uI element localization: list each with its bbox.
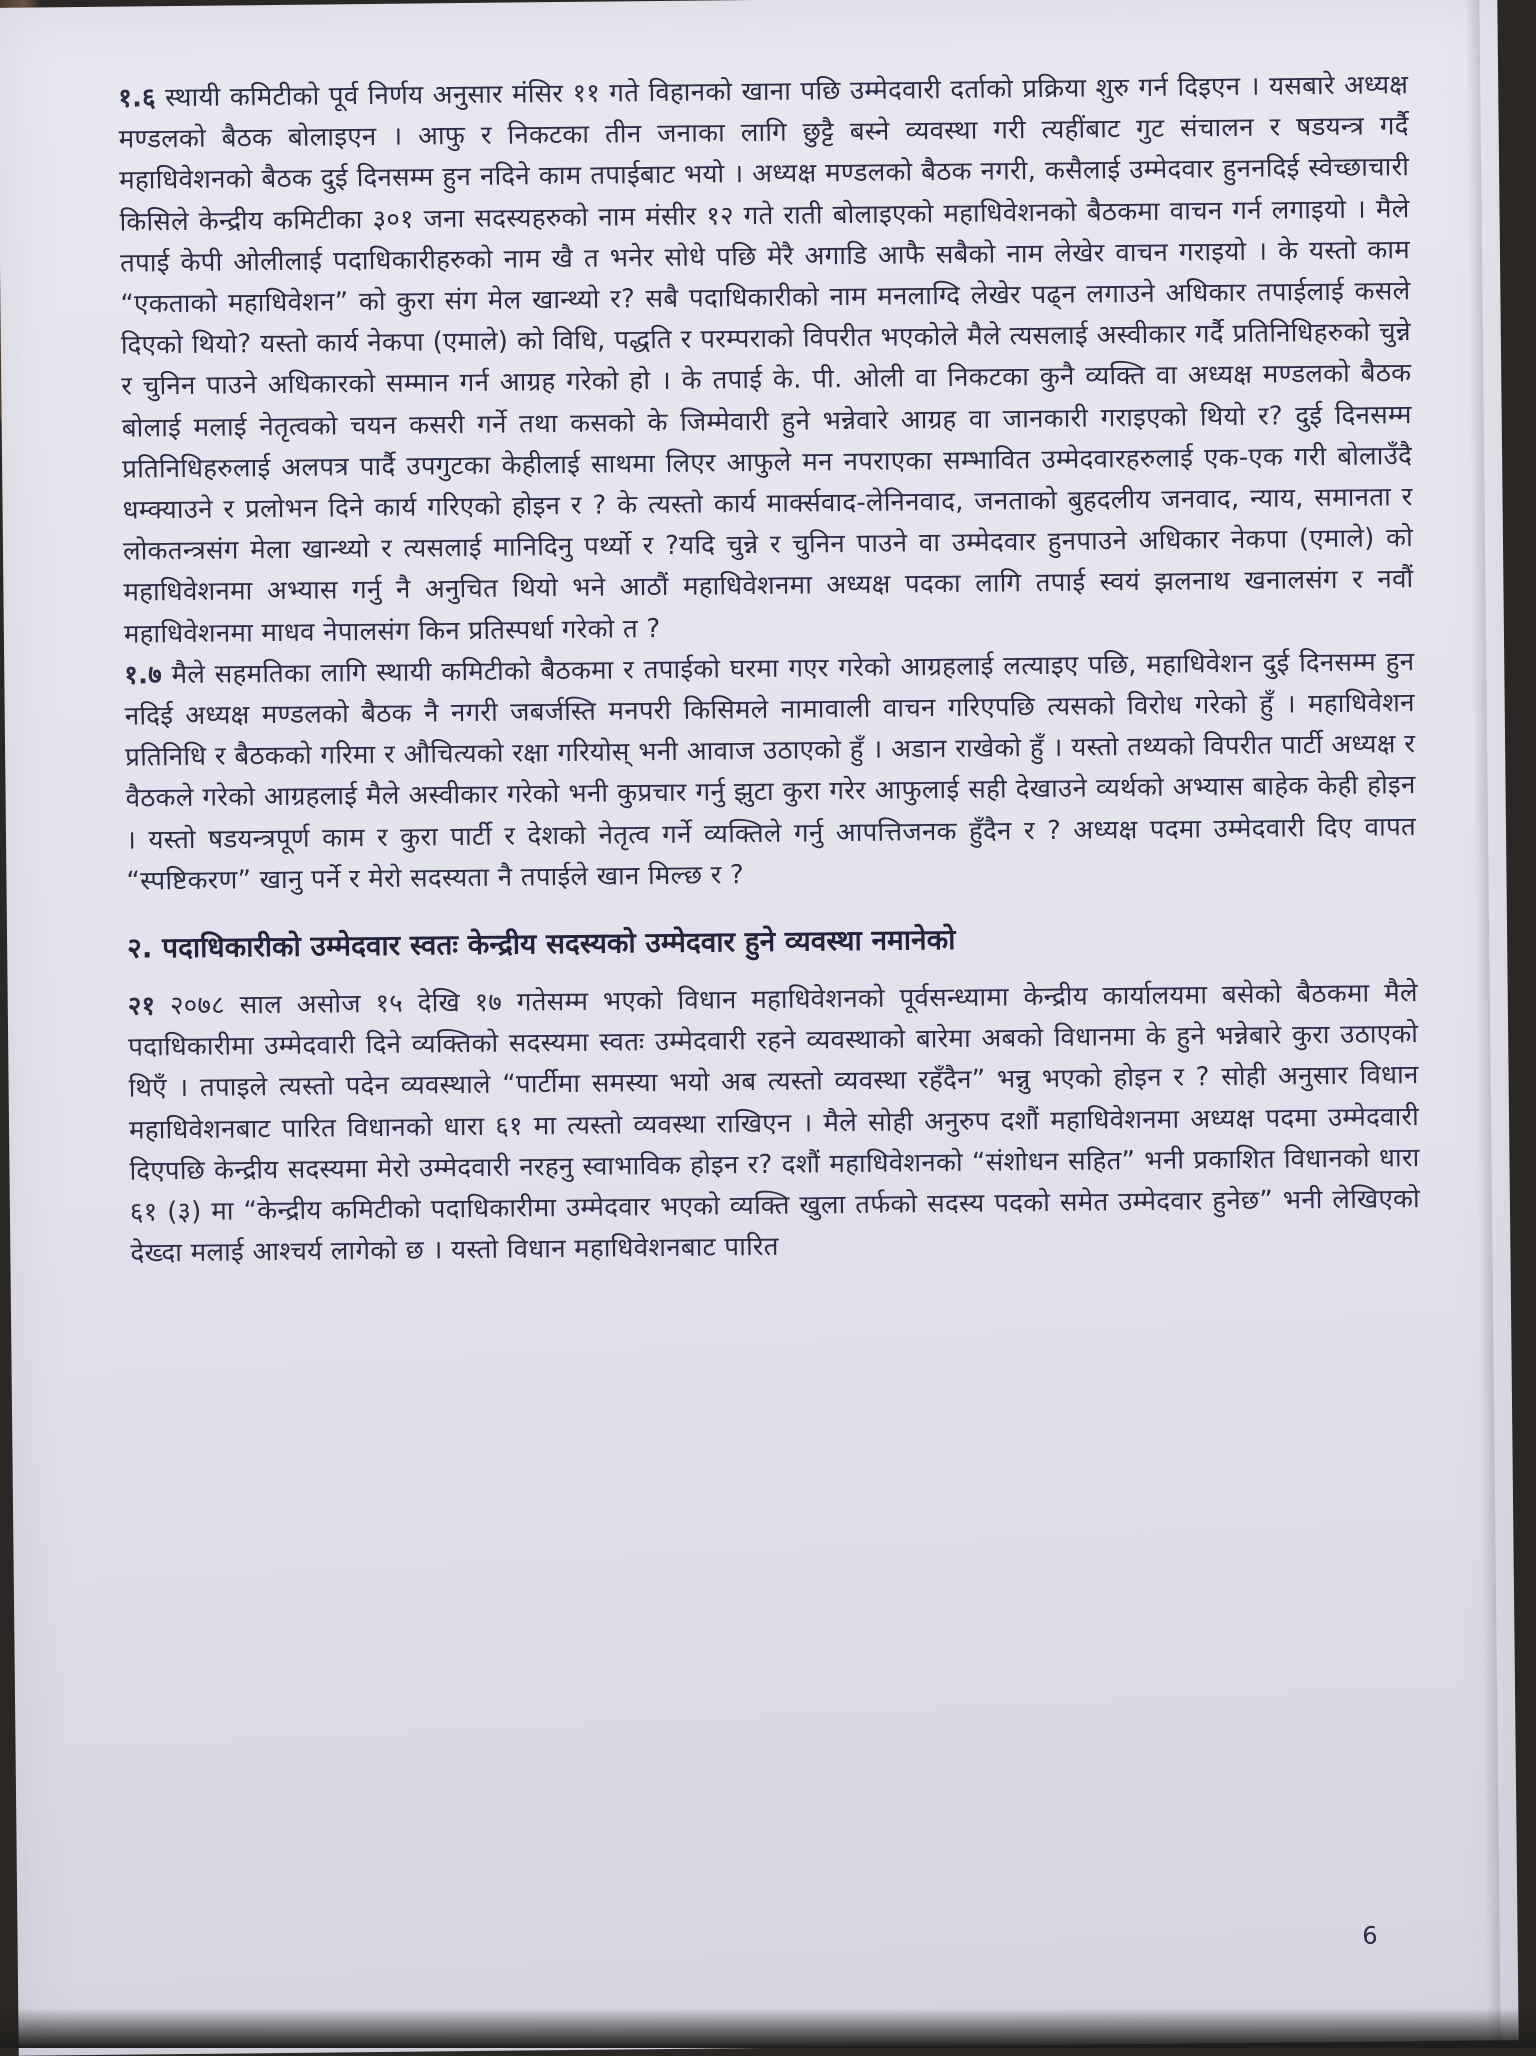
paragraph-text: स्थायी कमिटीको पूर्व निर्णय अनुसार मंसिर ११ गते विहानको खाना पछि उम्मेदवारी दर्ताको प्रक्रिया शुरु गर्न दिइएन । यसबारे अध्यक्ष मण्डलको बैठक बोलाइएन । आफु र निकटका तीन जनाका लागि छुट्टै बस्ने व्यवस्था गरी त्यहींबाट गुट संचालन र षडयन्त्र गर्दै महाधिवेशनको बैठक दुई दिनसम्म हुन नदिने काम तपाईबाट भयो । अध्यक्ष मण्डलको बैठक नगरी, कसैलाई उम्मेदवार हुननदिई स्वेच्छाचारी किसिले केन्द्रीय कमिटीका ३०१ जना सदस्यहरुको नाम मंसीर १२ गते राती बोलाइएको महाधिवेशनको बैठकमा वाचन गर्न लगाइयो । मैले तपाई केपी ओलीलाई पदाधिकारीहरुको नाम खै त भनेर सोधे पछि मेरै अगाडि आफै सबैको नाम लेखेर वाचन गराइयो । के यस्तो काम “एकताको महाधिवेशन” को कुरा संग मेल खान्थ्यो र? सबै पदाधिकारीको नाम मनलाग्दि लेखेर पढ्न लगाउने अधिकार तपाईलाई कसले दिएको थियो? यस्तो कार्य नेकपा (एमाले) को विधि, पद्धति र परम्पराको विपरीत भएकोले मैले त्यसलाई अस्वीकार गर्दै प्रतिनिधिहरुको चुन्ने र चुनिन पाउने अधिकारको सम्मान गर्न आग्रह गरेको हो । के तपाई के. पी. ओली वा निकटका कुनै व्यक्ति वा अध्यक्ष मण्डलको बैठक बोलाई मलाई नेतृत्वको चयन कसरी गर्ने तथा कसको के जिम्मेवारी हुने भन्नेवारे आग्रह वा जानकारी गराइएको थियो र? दुई दिनसम्म प्रतिनिधिहरुलाई अलपत्र पार्दै उपगुटका केहीलाई साथमा लिएर आफुले मन नपराएका सम्भावित उम्मेदवारहरुलाई एक-एक गरी बोलाउँदै धम्क्याउने र प्रलोभन दिने कार्य गरिएको होइन र ? के त्यस्तो कार्य मार्क्सवाद-लेनिनवाद, जनताको बुहदलीय जनवाद, न्याय, समानता र लोकतन्त्रसंग मेला खान्थ्यो र त्यसलाई मानिदिनु पर्थ्यो र ?यदि चुन्ने र चुनिन पाउने वा उम्मेदवार हुनपाउने अधिकार नेकपा (एमाले) को महाधिवेशनमा अभ्यास गर्नु नै अनुचित थियो भने आठौं महाधिवेशनमा अध्यक्ष पदका लागि तपाई स्वयं झलनाथ खनालसंग र नवौं महाधिवेशनमा माधव नेपालसंग किन प्रतिस्पर्धा गरेको त ? bbox=[118, 70, 1414, 650]
paragraph-label: २१ bbox=[127, 991, 156, 1022]
paragraph-label: १.७ bbox=[124, 660, 163, 691]
paragraph-1-6 bbox=[118, 65, 1414, 655]
section-heading: २. पदाधिकारीको उम्मेदवार स्वतः केन्द्रीय सदस्यको उम्मेदवार हुने व्यवस्था नमानेको bbox=[126, 922, 956, 965]
page-fold-shadow bbox=[1465, 0, 1500, 2040]
paragraph-1-7 bbox=[124, 642, 1417, 903]
page-content bbox=[118, 65, 1420, 1275]
background-shadow bbox=[0, 2008, 1536, 2048]
page-number: 6 bbox=[1362, 1921, 1378, 1950]
paragraph-text: मैले सहमतिका लागि स्थायी कमिटीको बैठकमा र तपाईको घरमा गएर गरेको आग्रहलाई लत्याइए पछि, महाधिवेशन दुई दिनसम्म हुन नदिई अध्यक्ष मण्डलको बैठक नै नगरी जबर्जस्ति मनपरी किसिमले नामावाली वाचन गरिएपछि त्यसको विरोध गरेको हुँ । महाधिवेशन प्रतिनिधि र बैठकको गरिमा र औचित्यको रक्षा गरियोस् भनी आवाज उठाएको हुँ । अडान राखेको हुँ । यस्तो तथ्यको विपरीत पार्टी अध्यक्ष र वैठकले गरेको आग्रहलाई मैले अस्वीकार गरेको भनी कुप्रचार गर्नु झुटा कुरा गरेर आफुलाई सही देखाउने व्यर्थको अभ्यास बाहेक केही होइन । यस्तो षडयन्त्रपूर्ण काम र कुरा पार्टी र देशको नेतृत्व गर्ने व्यक्तिले गर्नु आपत्तिजनक हुँदैन र ? अध्यक्ष पदमा उम्मेदवारी दिए वापत “स्पष्टिकरण” खानु पर्ने र मेरो सदस्यता नै तपाईले खान मिल्छ र ? bbox=[124, 646, 1417, 897]
paragraph-2-1 bbox=[128, 973, 1421, 1275]
paragraph-text: २०७८ साल असोज १५ देखि १७ गतेसम्म भएको विधान महाधिवेशनको पूर्वसन्ध्यामा केन्द्रीय कार्यालयमा बसेको बैठकमा मैले पदाधिकारीमा उम्मेदवारी दिने व्यक्तिको सदस्यमा स्वतः उम्मेदवारी रहने व्यवस्थाको बारेमा अबको विधानमा के हुने भन्नेबारे कुरा उठाएको थिएँ । तपाइले त्यस्तो पदेन व्यवस्थाले “पार्टीमा समस्या भयो अब त्यस्तो व्यवस्था रहँदैन” भन्नु भएको होइन र ? सोही अनुसार विधान महाधिवेशनबाट पारित विधानको धारा ६१ मा त्यस्तो व्यवस्था राखिएन । मैले सोही अनुरुप दशौं महाधिवेशनमा अध्यक्ष पदमा उम्मेदवारी दिएपछि केन्द्रीय सदस्यमा मेरो उम्मेदवारी नरहनु स्वाभाविक होइन र? दशौं महाधिवेशनको “संशोधन सहित” भनी प्रकाशित विधानको धारा ६१ (३) मा “केन्द्रीय कमिटीको पदाधिकारीमा उम्मेदवार भएको व्यक्ति खुला तर्फको सदस्य पदको समेत उम्मेदवार हुनेछ” भनी लेखिएको देख्दा मलाई आश्चर्य लागेको छ । यस्तो विधान महाधिवेशनबाट पारित bbox=[128, 978, 1421, 1269]
paragraph-label: १.६ bbox=[118, 83, 156, 114]
